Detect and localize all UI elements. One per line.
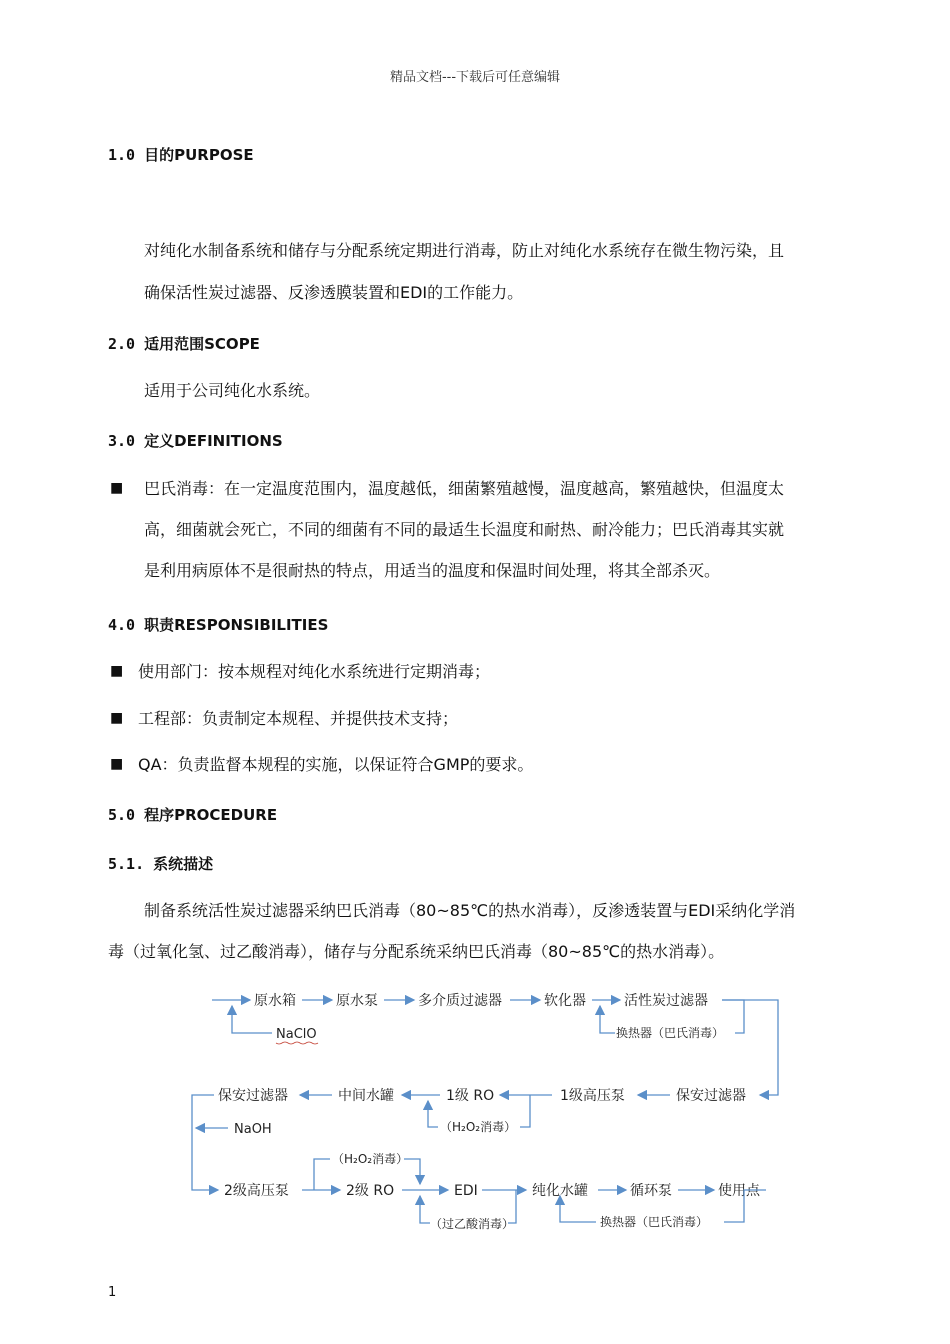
- paragraph: 毒（过氧化氢、过乙酸消毒），储存与分配系统采纳巴氏消毒（80~85℃的热水消毒）。: [108, 942, 725, 961]
- purified-water-tank: 纯化水罐: [532, 1183, 588, 1199]
- paragraph: 确保活性炭过滤器、反渗透膜装置和EDI的工作能力。: [144, 283, 524, 302]
- section-number: 2.0: [108, 335, 136, 353]
- naclo-label: NaClO: [276, 1027, 317, 1042]
- section-number: 5.0: [108, 806, 136, 824]
- intermediate-tank: 中间水罐: [338, 1088, 394, 1104]
- paragraph: 是利用病原体不是很耐热的特点，用适当的温度和保温时间处理，将其全部杀灭。: [144, 561, 721, 580]
- page-header: 精品文档---下载后可任意编辑: [389, 70, 561, 85]
- naoh-label: NaOH: [234, 1122, 272, 1137]
- section-title: 系统描述: [153, 855, 214, 873]
- section-title: 定义DEFINITIONS: [144, 432, 283, 450]
- paragraph: 制备系统活性炭过滤器采纳巴氏消毒（80~85℃的热水消毒），反渗透装置与EDI采纳化学消: [144, 901, 796, 920]
- peracetic-acid-label: （过乙酸消毒）: [430, 1217, 515, 1231]
- stage1-high-pressure-pump: 1级高压泵: [560, 1088, 625, 1104]
- paragraph: 适用于公司纯化水系统。: [144, 381, 321, 400]
- list-item: 使用部门：按本规程对纯化水系统进行定期消毒；: [138, 662, 491, 681]
- section-title: 目的PURPOSE: [144, 146, 254, 164]
- paragraph: 高，细菌就会死亡，不同的细菌有不同的最适生长温度和耐热、耐冷能力；巴氏消毒其实就: [144, 520, 785, 539]
- paragraph: 对纯化水制备系统和储存与分配系统定期进行消毒，防止对纯化水系统存在微生物污染，且: [144, 241, 785, 260]
- heat-exchanger-1: 换热器（巴氏消毒）: [616, 1026, 725, 1040]
- section-number: 5.1.: [108, 855, 145, 873]
- section-number: 3.0: [108, 432, 136, 450]
- section-title: 程序PROCEDURE: [144, 806, 278, 824]
- bullet-marker: ■: [110, 480, 124, 496]
- bullet-marker: ■: [110, 663, 124, 679]
- security-filter-2: 保安过滤器: [218, 1088, 288, 1104]
- stage1-ro: 1级 RO: [446, 1088, 495, 1104]
- raw-water-pump: 原水泵: [336, 993, 378, 1009]
- raw-water-tank: 原水箱: [254, 993, 296, 1009]
- stage2-high-pressure-pump: 2级高压泵: [224, 1183, 289, 1199]
- bullet-marker: ■: [110, 710, 124, 726]
- paragraph: 巴氏消毒：在一定温度范围内，温度越低，细菌繁殖越慢，温度越高，繁殖越快，但温度太: [144, 479, 785, 498]
- section-number: 4.0: [108, 616, 136, 634]
- activated-carbon-filter: 活性炭过滤器: [624, 993, 708, 1009]
- stage2-ro: 2级 RO: [346, 1183, 395, 1199]
- circulation-pump: 循环泵: [630, 1183, 672, 1199]
- security-filter-1: 保安过滤器: [676, 1088, 746, 1104]
- list-item: QA：负责监督本规程的实施，以保证符合GMP的要求。: [138, 755, 534, 774]
- h2o2-label-2: （H₂O₂消毒）: [332, 1152, 409, 1166]
- h2o2-label-1: （H₂O₂消毒）: [440, 1120, 517, 1134]
- point-of-use: 使用点: [718, 1183, 760, 1199]
- heat-exchanger-2: 换热器（巴氏消毒）: [600, 1215, 709, 1229]
- section-title: 职责RESPONSIBILITIES: [144, 616, 329, 634]
- edi: EDI: [454, 1183, 478, 1199]
- bullet-marker: ■: [110, 756, 124, 772]
- multimedia-filter: 多介质过滤器: [418, 993, 502, 1009]
- section-title: 适用范围SCOPE: [144, 335, 260, 353]
- softener: 软化器: [544, 993, 586, 1009]
- list-item: 工程部：负责制定本规程、并提供技术支持；: [138, 709, 459, 728]
- section-number: 1.0: [108, 146, 136, 164]
- page-number: 1: [108, 1285, 117, 1300]
